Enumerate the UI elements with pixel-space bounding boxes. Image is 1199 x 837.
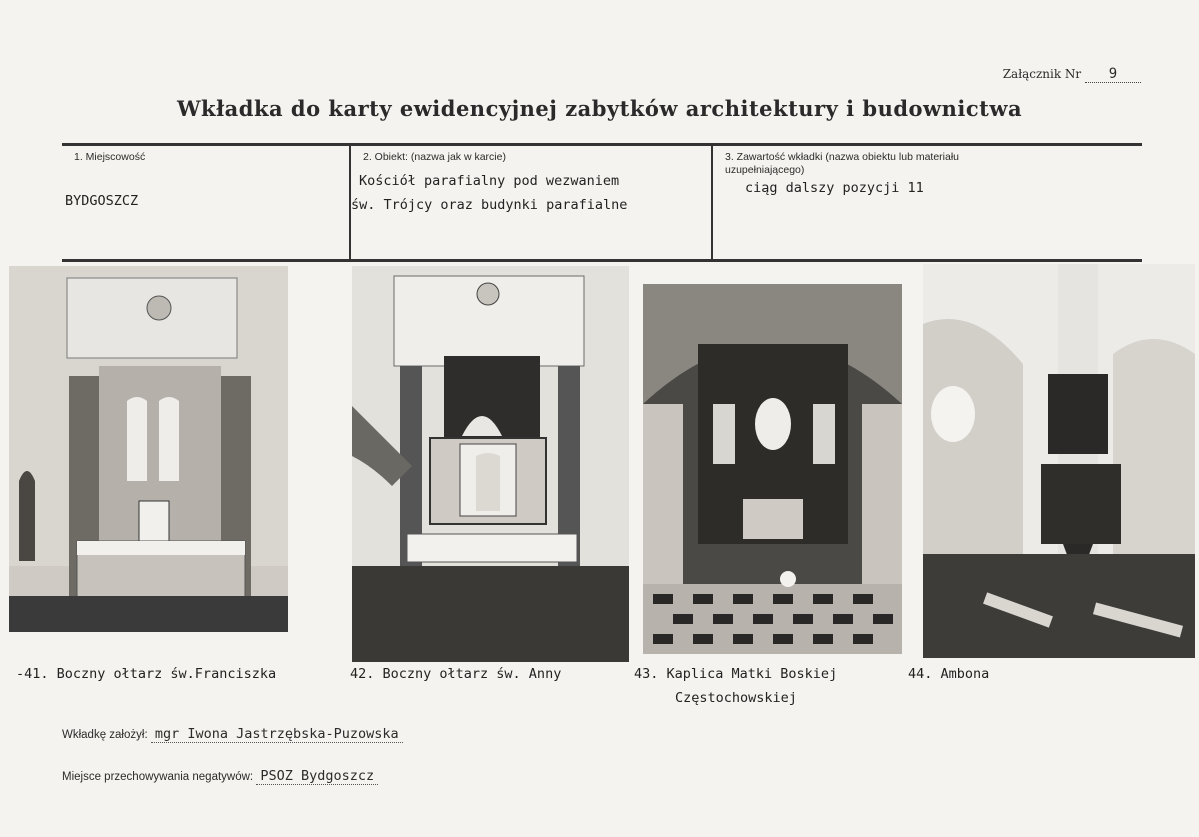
photo-side-altar-franciszek <box>9 266 288 632</box>
caption-photo-43-line-1: 43. Kaplica Matki Boskiej <box>634 666 838 682</box>
storage-value: PSOZ Bydgoszcz <box>256 768 378 785</box>
photo-pulpit-ambona <box>923 264 1195 658</box>
author-label: Wkładkę założył: <box>62 729 148 741</box>
object-label: 2. Obiekt: (nazwa jak w karcie) <box>363 151 506 163</box>
photo-chapel-matki-boskiej <box>643 284 902 654</box>
caption-photo-41: -41. Boczny ołtarz św.Franciszka <box>16 666 277 682</box>
contents-value: ciąg dalszy pozycji 11 <box>745 180 924 196</box>
page-title: Wkładka do karty ewidencyjnej zabytków architektury i budownictwa <box>176 96 1023 121</box>
caption-photo-44: 44. Ambona <box>908 666 990 682</box>
photo-strip <box>0 262 1199 662</box>
contents-label-line-2: uzupełniającego) <box>725 164 805 176</box>
contents-label-line-1: 3. Zawartość wkładki (nazwa obiektu lub materiału <box>725 151 960 163</box>
photo-side-altar-anna <box>352 266 629 662</box>
annex-label: Załącznik Nr <box>1002 67 1082 81</box>
locality-cell <box>62 146 349 259</box>
object-cell <box>349 146 713 259</box>
annex-value: 9 <box>1085 66 1141 83</box>
contents-cell <box>711 146 1144 259</box>
header-fields <box>62 143 1142 262</box>
object-line-1: Kościół parafialny pod wezwaniem <box>359 173 620 189</box>
locality-value: BYDGOSZCZ <box>65 193 139 209</box>
storage-label: Miejsce przechowywania negatywów: <box>62 771 254 783</box>
author-value: mgr Iwona Jastrzębska-Puzowska <box>151 726 403 743</box>
caption-photo-42: 42. Boczny ołtarz św. Anny <box>350 666 562 682</box>
storage-row <box>62 768 378 784</box>
annex-number <box>1003 66 1141 83</box>
object-line-2: św. Trójcy oraz budynki parafialne <box>351 197 628 213</box>
contents-label <box>725 151 959 177</box>
locality-label: 1. Miejscowość <box>74 151 146 163</box>
author-row <box>62 726 403 742</box>
caption-photo-43-line-2: Częstochowskiej <box>675 690 797 706</box>
